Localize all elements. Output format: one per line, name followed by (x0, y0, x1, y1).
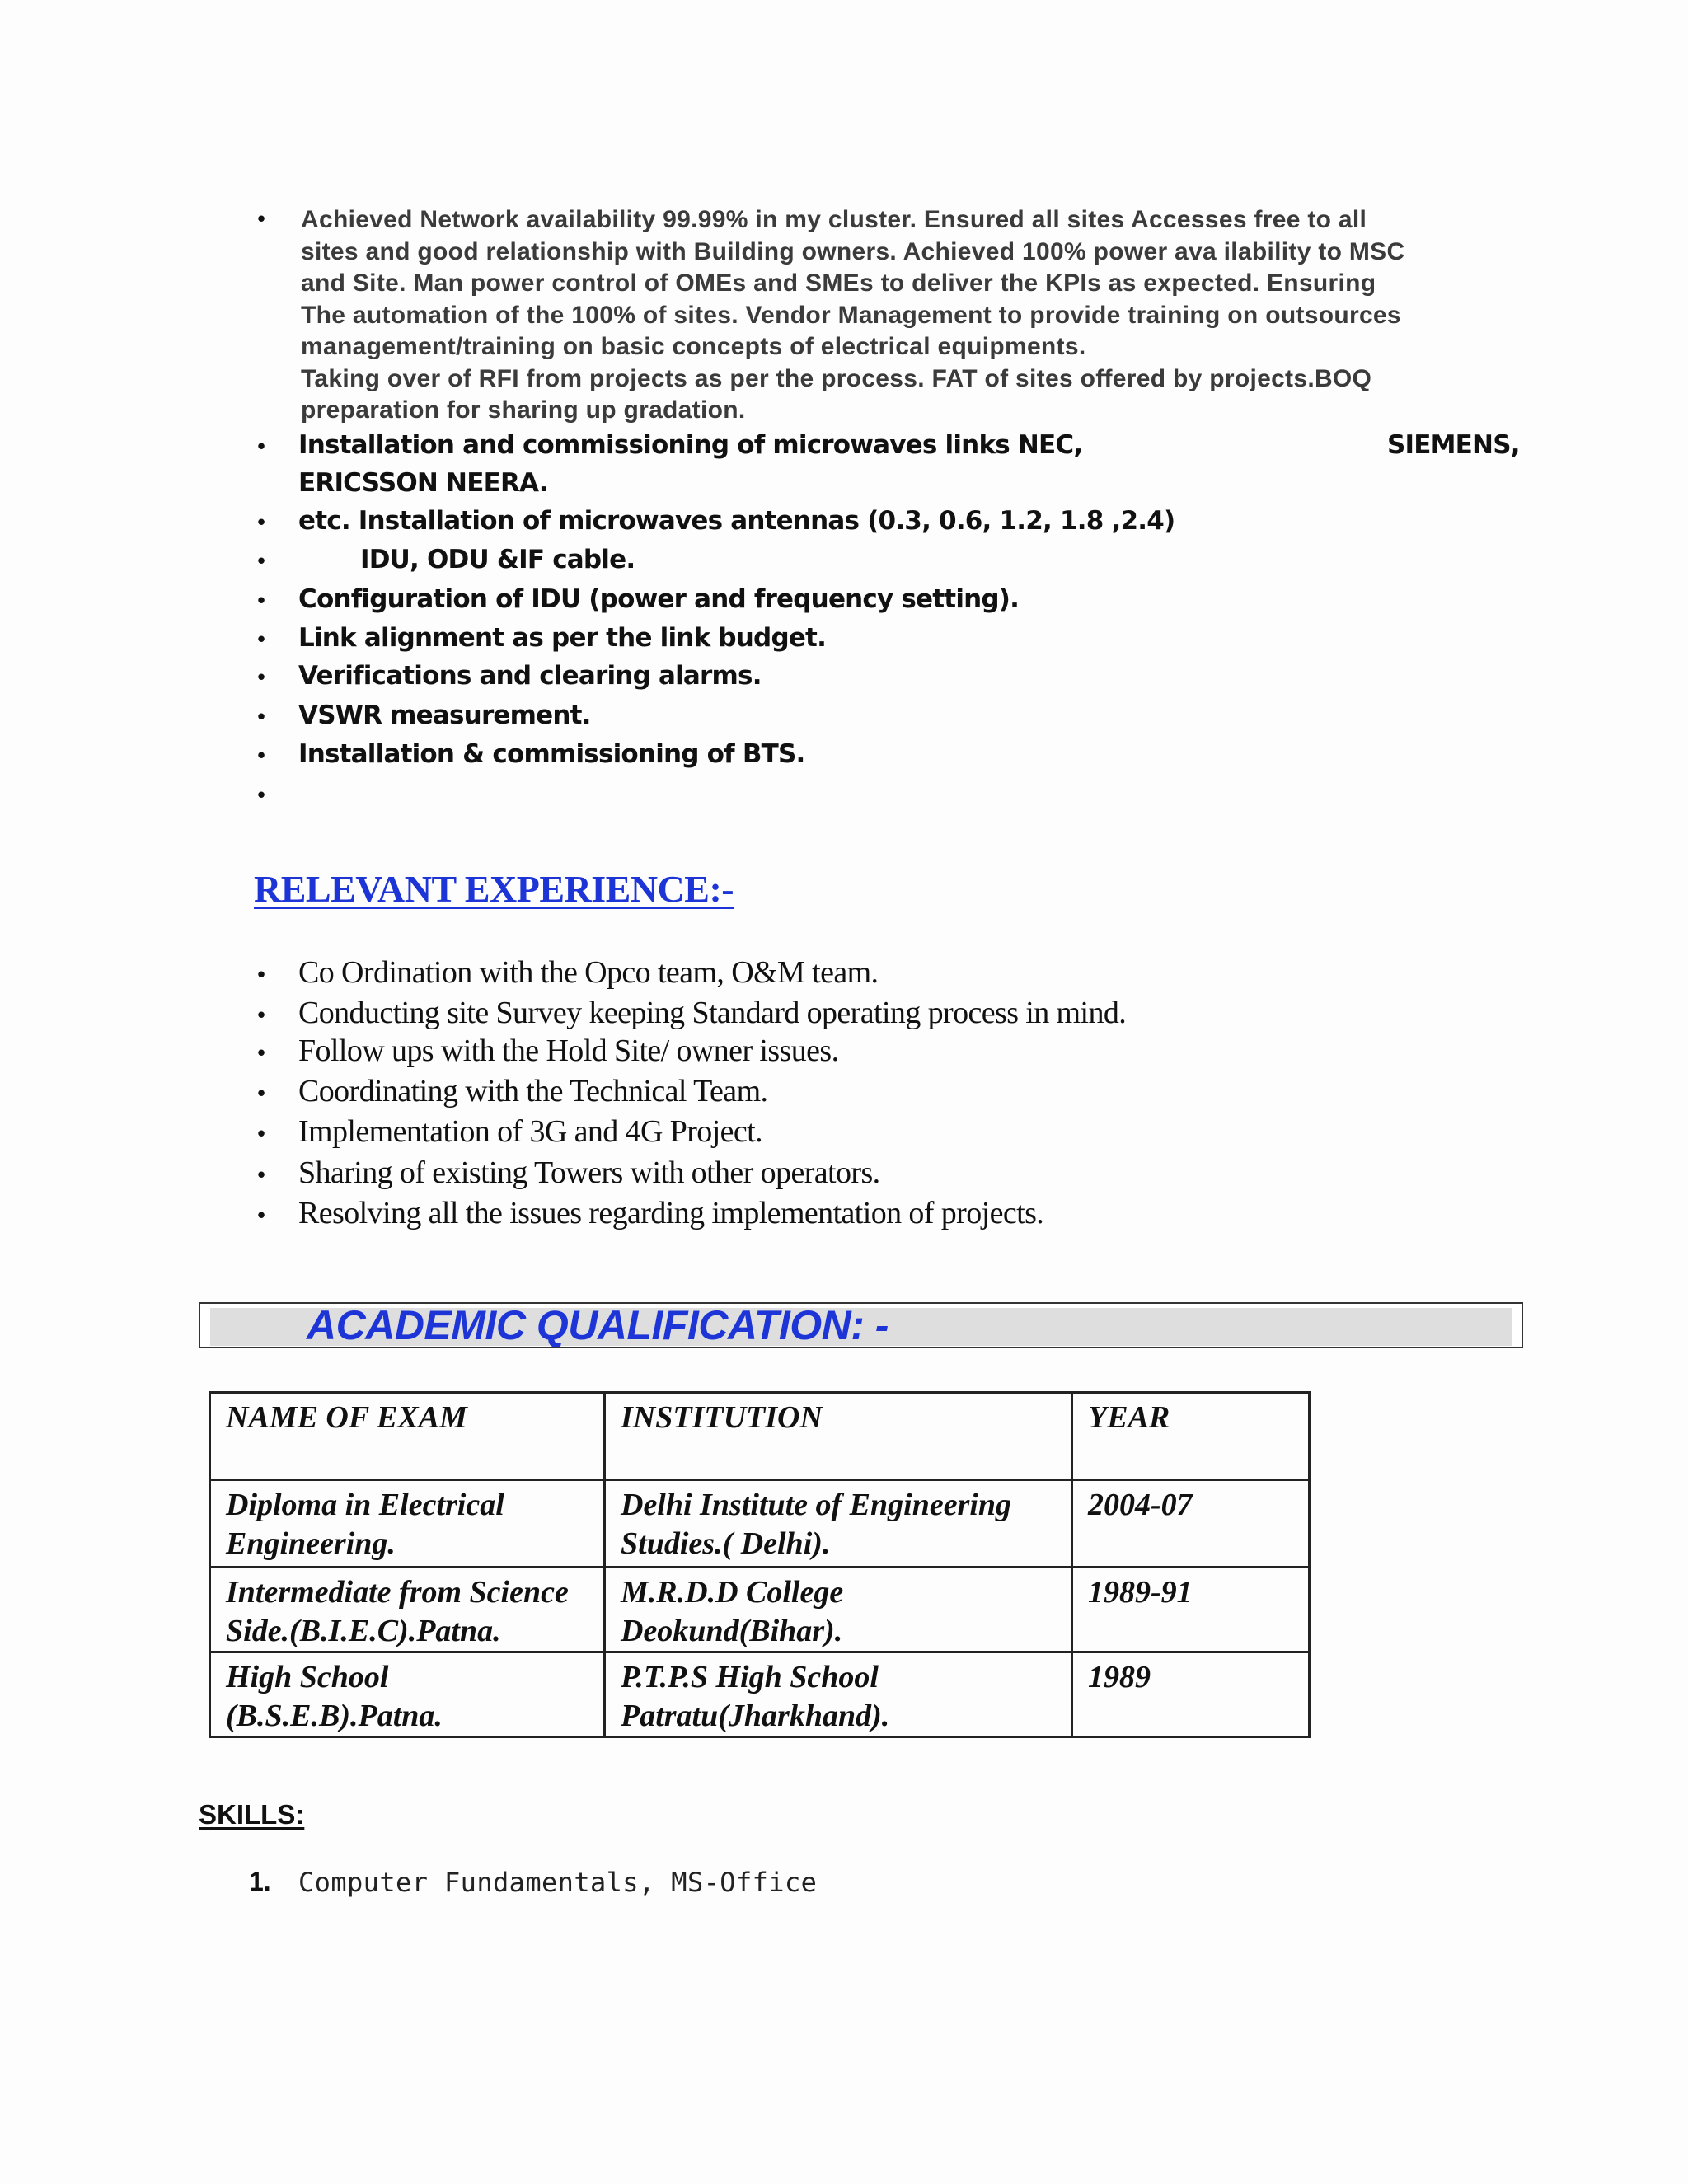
bullet-icon: • (255, 208, 268, 232)
bullet-icon: • (255, 705, 268, 730)
bullet-icon: • (255, 1042, 268, 1066)
cell-line: Intermediate from Science (226, 1575, 569, 1610)
list-item: Installation & commissioning of BTS. (298, 739, 805, 769)
paragraph-line: Achieved Network availability 99.99% in my cluster. Ensured all sites Accesses free to all (301, 206, 1367, 233)
cell-line: Patratu(Jharkhand). (621, 1699, 890, 1733)
experience-item: Coordinating with the Technical Team. (298, 1074, 768, 1108)
exam-cell (210, 1568, 605, 1652)
paragraph-line: and Site. Man power control of OMEs and SMEs to deliver the KPIs as expected. Ensuring (301, 269, 1376, 297)
list-item: etc. Installation of microwaves antennas (0.3, 0.6, 1.2, 1.8 ,2.4) (298, 506, 1175, 536)
bullet-icon: • (255, 963, 268, 988)
experience-item: Sharing of existing Towers with other operators. (298, 1155, 880, 1190)
cell-line: Delhi Institute of Engineering (621, 1488, 1012, 1522)
experience-item: Follow ups with the Hold Site/ owner issues. (298, 1033, 839, 1068)
cell-line: Engineering. (226, 1526, 396, 1561)
table-header-cell: NAME OF EXAM (210, 1393, 605, 1480)
experience-item: Conducting site Survey keeping Standard operating process in mind. (298, 996, 1127, 1030)
table-row (210, 1480, 1310, 1568)
paragraph-line: Taking over of RFI from projects as per the process. FAT of sites offered by projects.BOQ (301, 364, 1372, 392)
bullet-icon: • (255, 744, 268, 769)
cell-line: Diploma in Electrical (226, 1488, 504, 1522)
academic-qualification-heading: ACADEMIC QUALIFICATION: - (307, 1302, 889, 1348)
list-item: Link alignment as per the link budget. (298, 623, 827, 653)
cell-line: Studies.( Delhi). (621, 1526, 831, 1561)
paragraph-line: management/training on basic concepts of electrical equipments. (301, 333, 1086, 360)
paragraph-line: The automation of the 100% of sites. Vendor Management to provide training on outsources (301, 301, 1401, 329)
skills-heading: SKILLS: (199, 1799, 305, 1830)
cell-line: High School (226, 1660, 389, 1694)
bullet-icon: • (255, 1122, 268, 1147)
paragraph-line: preparation for sharing up gradation. (301, 396, 746, 424)
bullet-icon: • (255, 666, 268, 691)
list-item: VSWR measurement. (298, 701, 591, 730)
table-header-row (210, 1393, 1310, 1480)
cell-line: P.T.P.S High School (621, 1660, 879, 1694)
table-row (210, 1652, 1310, 1737)
exam-cell (210, 1480, 605, 1568)
list-item-continuation: ERICSSON NEERA. (298, 468, 548, 498)
experience-item: Co Ordination with the Opco team, O&M team. (298, 955, 879, 990)
institution-cell (605, 1480, 1072, 1568)
education-table (209, 1391, 1311, 1738)
bullet-icon: • (255, 1082, 268, 1107)
paragraph-line: sites and good relationship with Building owners. Achieved 100% power ava ilability to MSC (301, 237, 1405, 265)
institution-cell (605, 1652, 1072, 1737)
table-row (210, 1568, 1310, 1652)
bullet-icon: • (255, 511, 268, 536)
bullet-icon: • (255, 435, 268, 460)
bullet-icon: • (255, 1204, 268, 1229)
bullet-icon: • (255, 1004, 268, 1029)
skill-number: 1. (249, 1867, 271, 1896)
list-item: Verifications and clearing alarms. (298, 661, 762, 691)
table-header-cell: INSTITUTION (605, 1393, 1072, 1480)
institution-cell (605, 1568, 1072, 1652)
cell-line: Deokund(Bihar). (621, 1614, 843, 1648)
relevant-experience-heading: RELEVANT EXPERIENCE:- (254, 868, 734, 910)
cell-line: (B.S.E.B).Patna. (226, 1699, 443, 1733)
year-cell: 2004-07 (1072, 1480, 1310, 1568)
skill-item: Computer Fundamentals, MS-Office (298, 1867, 818, 1898)
year-cell: 1989 (1072, 1652, 1310, 1737)
bullet-icon: • (255, 589, 268, 614)
experience-item: Resolving all the issues regarding implementation of projects. (298, 1196, 1044, 1230)
list-item: Configuration of IDU (power and frequency setting). (298, 584, 1020, 614)
list-item: IDU, ODU &IF cable. (360, 545, 635, 574)
exam-cell (210, 1652, 605, 1737)
list-item: Installation and commissioning of microwaves links NEC, (298, 430, 1083, 460)
responsibilities-paragraph (301, 204, 1521, 427)
cell-line: M.R.D.D College (621, 1575, 844, 1610)
bullet-icon: • (255, 550, 268, 574)
cell-line: Side.(B.I.E.C).Patna. (226, 1614, 501, 1648)
table-header-cell: YEAR (1072, 1393, 1310, 1480)
bullet-icon: • (255, 1164, 268, 1188)
list-item-continuation: SIEMENS, (1387, 430, 1520, 460)
year-cell: 1989-91 (1072, 1568, 1310, 1652)
bullet-icon: • (255, 628, 268, 653)
experience-item: Implementation of 3G and 4G Project. (298, 1114, 763, 1149)
bullet-icon: • (255, 784, 268, 808)
